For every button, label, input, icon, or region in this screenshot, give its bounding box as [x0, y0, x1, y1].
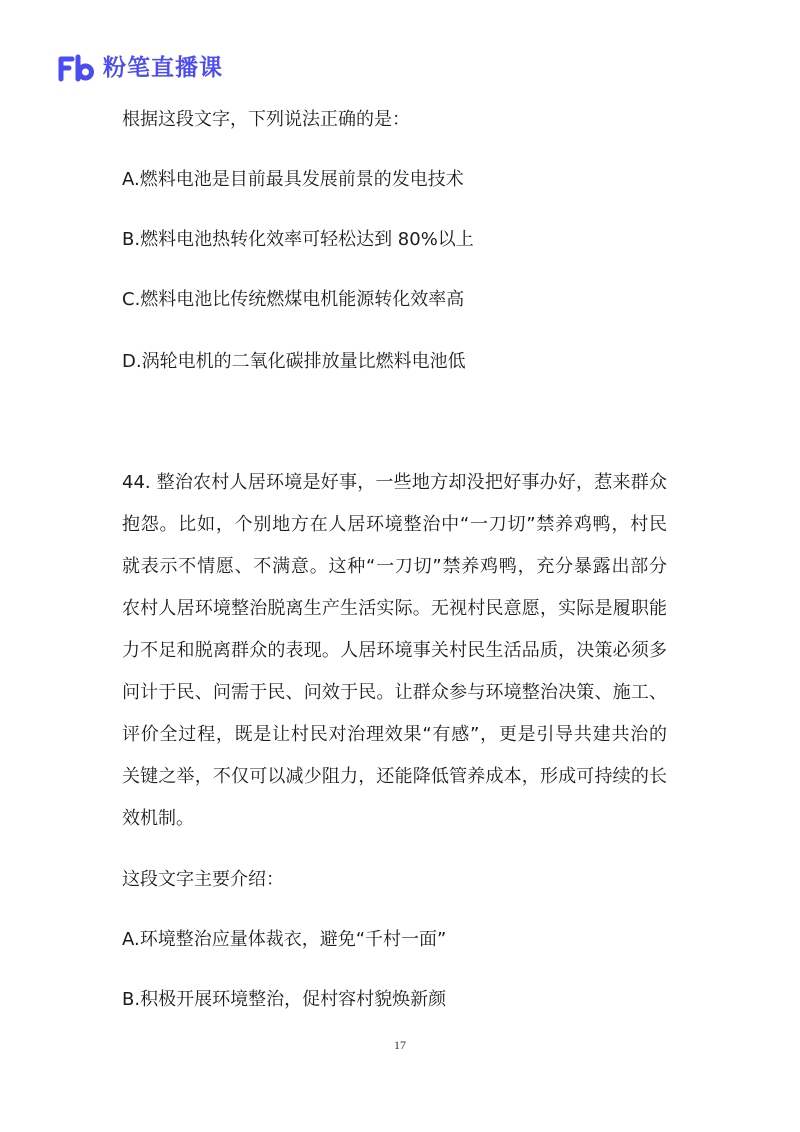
q44-passage-line: 关键之举，不仅可以减少阻力，还能降低管养成本，形成可持续的长	[122, 766, 667, 787]
q44-passage-line: 就表示不情愿、不满意。这种“一刀切”禁养鸡鸭，充分暴露出部分	[122, 556, 667, 577]
q43-option-a: A.燃料电池是目前最具发展前景的发电技术	[122, 169, 464, 190]
brand-logo	[57, 53, 223, 83]
brand-name: 粉笔直播课	[103, 55, 223, 81]
q44-passage-line: 抱怨。比如，个别地方在人居环境整治中“一刀切”禁养鸡鸭，村民	[122, 514, 667, 535]
q44-passage-line: 44. 整治农村人居环境是好事，一些地方却没把好事办好，惹来群众	[122, 472, 667, 493]
q43-option-b: B.燃料电池热转化效率可轻松达到 80%以上	[122, 229, 474, 250]
q44-passage-line: 农村人居环境整治脱离生产生活实际。无视村民意愿，实际是履职能	[122, 598, 667, 619]
q44-option-b: B.积极开展环境整治，促村容村貌焕新颜	[122, 989, 447, 1010]
q43-option-d: D.涡轮电机的二氧化碳排放量比燃料电池低	[122, 351, 466, 372]
q44-passage-line: 效机制。	[122, 808, 194, 829]
fb-logo-icon	[57, 54, 95, 82]
q44-passage-line: 力不足和脱离群众的表现。人居环境事关村民生活品质，决策必须多	[122, 640, 667, 661]
q44-prompt: 这段文字主要介绍：	[122, 869, 284, 890]
page-number: 17	[394, 1038, 406, 1052]
q43-option-c: C.燃料电池比传统燃煤电机能源转化效率高	[122, 289, 465, 310]
q44-option-a: A.环境整治应量体裁衣，避免“千村一面”	[122, 929, 447, 950]
q44-passage	[122, 462, 667, 840]
q43-stem: 根据这段文字，下列说法正确的是：	[122, 109, 410, 130]
q44-passage-line: 问计于民、问需于民、问效于民。让群众参与环境整治决策、施工、	[122, 682, 667, 703]
q44-passage-line: 评价全过程，既是让村民对治理效果“有感”，更是引导共建共治的	[122, 724, 667, 745]
